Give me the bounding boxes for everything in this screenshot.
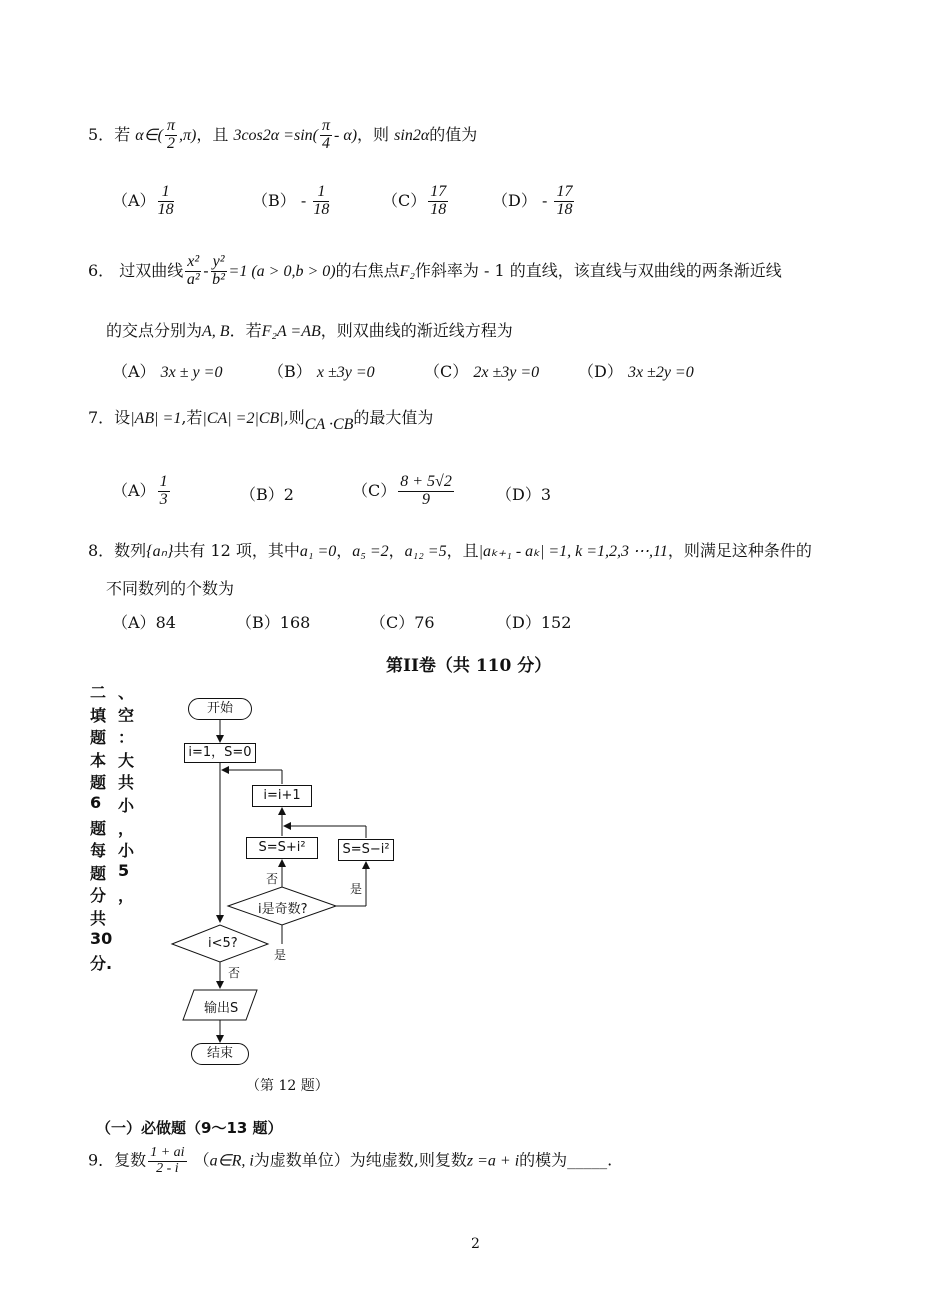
q7-option-a[interactable]: （A） $\frac{1}{3}$ [112,473,168,508]
section2-char: ， [118,886,135,906]
fraction: $\frac{\pi}{4}$ [321,117,330,152]
section2-char: 、 [118,683,135,702]
q9-number: 9．复数 [88,1150,147,1170]
q6-option-a[interactable]: （A） 3x ± y =0 [112,362,223,381]
q5-option-c[interactable]: （C） $\frac{17}{18}$ [382,183,447,218]
flow-caption: （第 12 题） [246,1078,329,1094]
q8-option-c[interactable]: （C）76 [370,613,435,632]
q8-line2: 不同数列的个数为 [106,579,235,598]
q5-line: 5．若 α∈( $\frac{\pi}{2}$ ,π)，且 3cos2α =sin( $\frac{\pi}{4}$ - α)，则 sin2α的值为 [88,117,478,152]
section2-char: 分 [90,886,107,906]
q8-option-b[interactable]: （B）168 [236,613,311,632]
q6-line2: 的交点分别为A, B．若F₂A =AB，则双曲线的渐近线方程为 [106,321,513,340]
q5-option-b[interactable]: （B） - $\frac{1}{18}$ [252,183,330,218]
page-number: 2 [471,1236,480,1252]
q5-number: 5． [88,124,115,144]
flow-increment: i=i+1 [252,785,312,807]
q8-option-a[interactable]: （A）84 [112,613,176,632]
flow-init: i=1，S=0 [184,743,256,763]
section2-char: 30 [90,928,113,948]
q8-number: 8．数列 [88,541,147,560]
flow-yes-label-2: 是 [274,948,287,962]
flow-no-label-1: 否 [266,872,279,886]
q7-line: 7．设|AB| =1,若|CA| =2|CB|,则CA ·CB的最大值为 [88,408,434,433]
section2-char: 6 [90,793,102,812]
section2-char: 共 [118,773,135,793]
flow-s-plus: S=S+i² [246,837,318,859]
q7-number: 7．设 [88,408,131,427]
q6-line1: 6． 过双曲线 $\frac{\text{x²}}{\text{a²}}$ - $\frac{\text{y²}}{\text{b²}}$ =1 (a > 0,b > 0)的右焦点F₂作斜率为 - 1 的直线，该直线与双曲线的两条渐近线 [88,253,782,288]
q5-option-d[interactable]: （D） - $\frac{17}{18}$ [492,183,573,218]
q6-number: 6． [88,260,115,280]
flow-cond-odd: i是奇数? [258,902,308,917]
flow-s-minus: S=S−i² [338,839,394,861]
section2-char: 每 [90,841,107,861]
section2-char: 本 [90,750,107,770]
flow-output: 输出S [204,1001,239,1016]
fraction: $\frac{\pi}{2}$ [166,117,175,152]
section2-char: 二 [90,683,107,702]
section2-char: 大 [118,750,135,770]
section2-char: 小 [118,841,135,861]
q7-option-d[interactable]: （D）3 [496,485,552,504]
section2-char: ， [118,818,135,838]
flow-start: 开始 [188,698,252,720]
q7-option-b[interactable]: （B）2 [240,485,294,504]
q6-option-d[interactable]: （D） 3x ±2y =0 [578,362,694,381]
flow-cond-lt: i<5? [208,936,238,951]
q8-line1: 8．数列{aₙ}共有 12 项，其中a₁ =0，a₅ =2，a₁₂ =5，且|aₖ₊₁ - aₖ| =1, k =1,2,3 ⋯,11，则满足这种条件的 [88,541,812,560]
q8-option-d[interactable]: （D）152 [496,613,572,632]
section2-char: 5 [118,860,130,880]
q7-option-c[interactable]: （C） $\frac{8 + 5√2}{9}$ [352,473,452,508]
flow-yes-label-1: 是 [350,882,363,896]
q6-option-c[interactable]: （C） 2x ±3y =0 [424,362,540,381]
flow-no-label-2: 否 [228,966,241,980]
section2-char: 题 [90,728,107,748]
section2-char: 题 [90,773,107,793]
sub1-title: （一）必做题（9～13 题） [96,1119,283,1137]
section2-char: 题 [90,863,107,883]
section2-char: 空 [118,705,135,725]
section2-char: 题 [90,818,107,838]
answer-blank[interactable]: _____ [567,1150,608,1170]
q9-line: 9．复数 $\frac{1 + ai}{2 - i}$ （a∈R, i为虚数单位）为纯虚数,则复数z =a + i的模为_____. [88,1145,613,1176]
section2-char: 共 [90,909,107,928]
section2-char: ： [118,728,135,748]
section2-char: 填 [90,705,107,725]
section2-char: 分. [90,954,113,974]
flow-end: 结束 [191,1043,249,1065]
q5-option-a[interactable]: （A） $\frac{1}{18}$ [112,183,174,218]
section2-char: 小 [118,796,135,815]
part2-title: 第II卷（共 110 分） [386,656,552,676]
q6-option-b[interactable]: （B） x ±3y =0 [268,362,375,381]
